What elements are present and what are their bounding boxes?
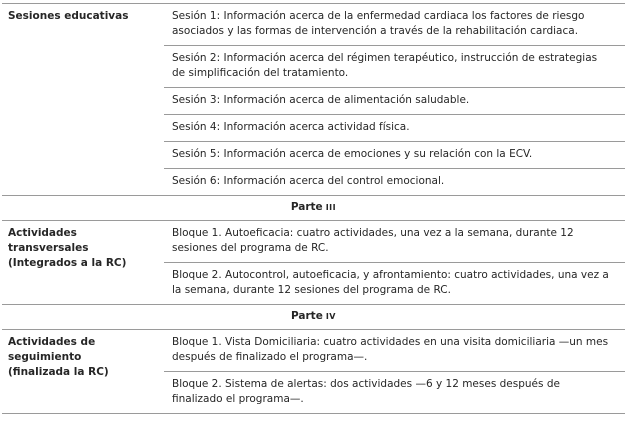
row-header-text-line2: (Integrados a la RC) xyxy=(8,257,127,269)
session-list xyxy=(164,4,625,195)
section-sesiones-educativas xyxy=(2,4,625,195)
part-divider-4 xyxy=(2,304,625,330)
part-divider-3 xyxy=(2,195,625,221)
part-numeral: IV xyxy=(325,312,336,321)
block-item-1: Bloque 1. Autoeficacia: cuatro actividades, una vez a la semana, durante 12 sesiones del programa de RC. xyxy=(172,227,574,254)
row-header-sesiones-educativas xyxy=(2,4,164,195)
part-label: Parte xyxy=(291,310,323,322)
part-label: Parte xyxy=(290,201,323,213)
row-header-text: Sesiones educativas xyxy=(8,10,129,22)
section-actividades-transversales xyxy=(2,221,625,304)
session-item-2: Sesión 2: Información acerca del régimen terapéutico, instrucción de estrategias de simplificación del tratamiento. xyxy=(164,45,625,87)
session-item-6: Sesión 6: Información acerca del control emocional. xyxy=(164,168,625,195)
part-numeral: III xyxy=(325,203,337,212)
block-item-2: Bloque 2. Autocontrol, autoeficacia, y afrontamiento: cuatro actividades, una vez a la semana, durante 12 sesiones del programa de RC. xyxy=(164,262,625,304)
session-item-4: Sesión 4: Información acerca actividad física. xyxy=(164,114,625,141)
block-item-2: Bloque 2. Sistema de alertas: dos actividades —6 y 12 meses después de finalizado el programa—. xyxy=(164,371,625,413)
row-header-actividades-seguimiento xyxy=(2,330,164,413)
session-item-5: Sesión 5: Información acerca de emociones y su relación con la ECV. xyxy=(164,141,625,168)
row-header-text-line1: Actividades transversales xyxy=(8,227,89,254)
row-header-text-line2: (finalizada la RC) xyxy=(8,366,109,378)
block-list xyxy=(164,221,625,304)
session-item-3: Sesión 3: Información acerca de alimentación saludable. xyxy=(164,87,625,114)
block-list xyxy=(164,330,625,413)
section-actividades-seguimiento xyxy=(2,330,625,413)
session-item-1: Sesión 1: Información acerca de la enfermedad cardiaca los factores de riesgo asociados y las formas de intervención a través de la rehabilitación cardiaca. xyxy=(172,10,585,37)
block-item-1: Bloque 1. Vista Domiciliaria: cuatro actividades en una visita domiciliaria —un mes después de finalizado el programa—. xyxy=(172,336,609,363)
row-header-text-line1: Actividades de seguimiento xyxy=(8,336,96,363)
program-structure-table xyxy=(2,3,625,414)
row-header-actividades-transversales xyxy=(2,221,164,304)
